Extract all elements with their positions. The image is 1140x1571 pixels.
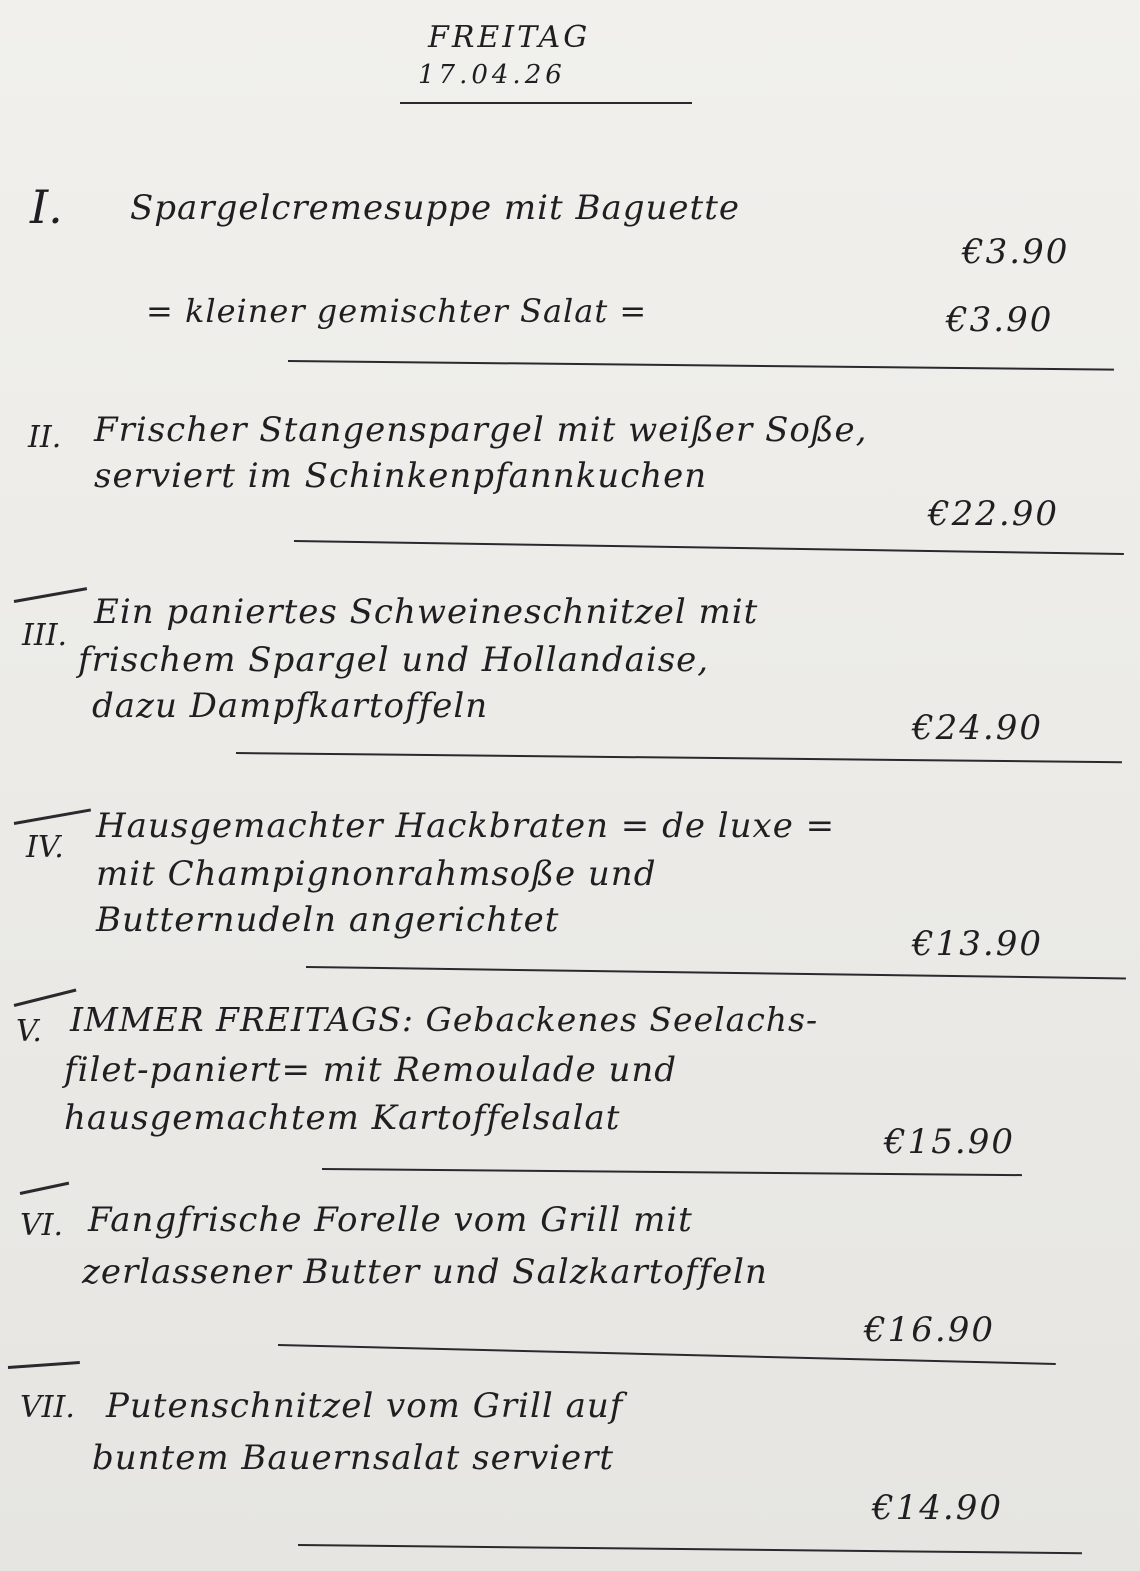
divider-1: [288, 360, 1114, 371]
item-4-line-3: Butternudeln angerichtet: [96, 900, 560, 940]
item-5-number: V.: [16, 1014, 42, 1049]
item-1-price: €3.90: [962, 232, 1070, 272]
item-1-number: I.: [30, 180, 63, 234]
item-7-line-1: Putenschnitzel vom Grill auf: [106, 1386, 624, 1426]
menu-title: FREITAG: [428, 20, 591, 55]
item-5-line-3: hausgemachtem Kartoffelsalat: [64, 1098, 621, 1138]
item-2-price: €22.90: [928, 494, 1059, 534]
divider-5: [322, 1168, 1022, 1176]
item-6-number: VI.: [20, 1208, 64, 1243]
item-5-tick-mark: [14, 989, 77, 1007]
divider-3: [236, 752, 1122, 763]
divider-4: [306, 966, 1126, 979]
item-4-line-2: mit Champignonrahmsoße und: [96, 854, 657, 894]
item-3-line-1: Ein paniertes Schweineschnitzel mit: [94, 592, 759, 632]
item-1b-line-1: = kleiner gemischter Salat =: [146, 292, 648, 330]
item-6-line-1: Fangfrische Forelle vom Grill mit: [88, 1200, 693, 1240]
item-4-tick-mark: [14, 808, 91, 824]
item-2-line-1: Frischer Stangenspargel mit weißer Soße,: [94, 410, 868, 450]
divider-2: [294, 540, 1124, 555]
item-4-line-1: Hausgemachter Hackbraten = de luxe =: [96, 806, 836, 846]
item-3-line-3: dazu Dampfkartoffeln: [92, 686, 489, 726]
item-2-number: II.: [28, 420, 62, 455]
item-2-line-2: serviert im Schinkenpfannkuchen: [94, 456, 708, 496]
item-1b-price: €3.90: [946, 300, 1054, 340]
item-3-line-2: frischem Spargel und Hollandaise,: [78, 640, 710, 680]
header-underline: [400, 102, 692, 104]
item-7-tick-mark: [8, 1361, 80, 1369]
item-5-price: €15.90: [884, 1122, 1015, 1162]
item-4-number: IV.: [26, 830, 64, 865]
item-7-price: €14.90: [872, 1488, 1003, 1528]
item-5-line-1: IMMER FREITAGS: Gebackenes Seelachs-: [70, 1000, 819, 1039]
item-7-line-2: buntem Bauernsalat serviert: [92, 1438, 615, 1478]
divider-7: [298, 1544, 1082, 1554]
menu-date: 17.04.26: [418, 60, 566, 90]
item-3-price: €24.90: [912, 708, 1043, 748]
item-4-price: €13.90: [912, 924, 1043, 964]
item-3-tick-mark: [14, 587, 87, 603]
item-6-line-2: zerlassener Butter und Salzkartoffeln: [82, 1252, 768, 1292]
item-6-tick-mark: [20, 1182, 70, 1195]
item-1-line-1: Spargelcremesuppe mit Baguette: [130, 188, 740, 228]
item-6-price: €16.90: [864, 1310, 995, 1350]
item-5-line-2: filet-paniert= mit Remoulade und: [64, 1050, 678, 1090]
item-3-number: III.: [22, 618, 68, 653]
item-7-number: VII.: [20, 1390, 75, 1425]
